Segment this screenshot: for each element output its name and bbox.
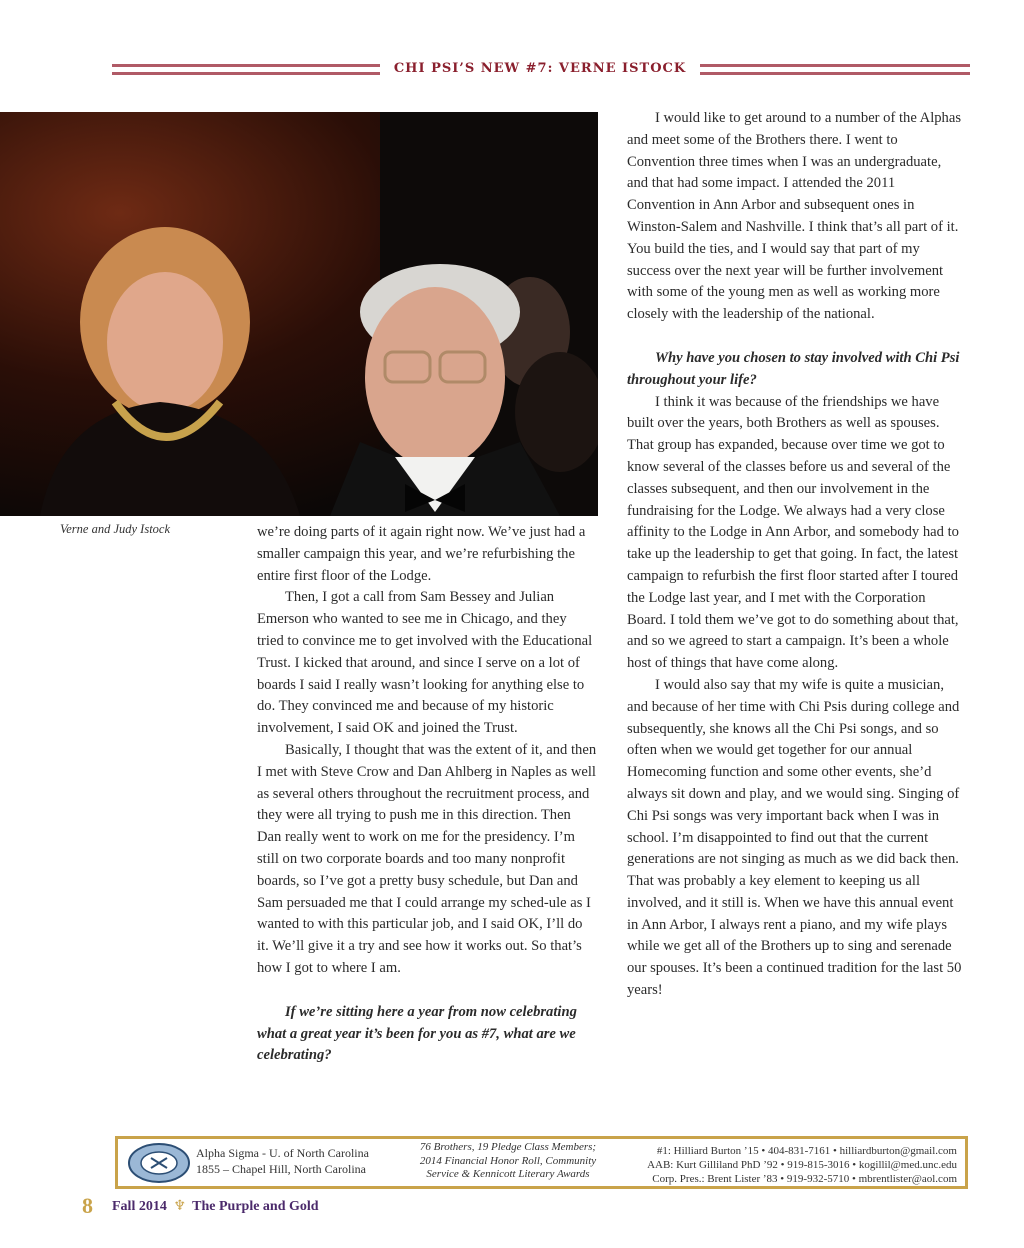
interview-question: Why have you chosen to stay involved with Chi Psi throughout your life? bbox=[627, 349, 960, 388]
paragraph: I think it was because of the friendships we have built over the years, both Brothers as well as spouses. That group has expanded, because over time we got to know several of the classes before us and several of the classes subsequent, and then our involvement in the fundraising for the Lodge. We always had a very close affinity to the Lodge in Ann Arbor, and somebody had to take up the leadership to get that going. In fact, the latest campaign to refurbish the first floor started after I toured the Lodge last year, and I met with the Corporation Board. I told them we’ve got to do something about that, and so we agreed to start a campaign. It’s been a whole host of things that have come along. bbox=[627, 393, 959, 672]
photo-caption: Verne and Judy Istock bbox=[60, 522, 171, 536]
issue-season: Fall 2014 bbox=[112, 1199, 167, 1214]
paragraph: we’re doing parts of it again right now. We’ve just had a smaller campaign this year, and we’re refurbishing the entire first floor of the Lodge. bbox=[257, 524, 586, 584]
chapter-name: Alpha Sigma - U. of North Carolina bbox=[196, 1146, 369, 1160]
page-number: 8 bbox=[82, 1193, 93, 1218]
chapter-founded: 1855 – Chapel Hill, North Carolina bbox=[196, 1162, 366, 1176]
chapter-contacts bbox=[647, 1144, 957, 1186]
stats-line: 76 Brothers, 19 Pledge Class Members; bbox=[419, 1141, 597, 1153]
contact-line: Corp. Pres.: Brent Lister ’83 • 919-932-5710 • mbrentlister@aol.com bbox=[652, 1173, 957, 1185]
paragraph: I would like to get around to a number of the Alphas and meet some of the Brothers there. I went to Convention three times when I was an undergraduate, and that had some impact. I attended the 2011 Convention in Ann Arbor and subsequent ones in Winston-Salem and Nashville. I think that’s all part of it. You build the ties, and I would say that part of my success over the next year will be further involvement with some of the young men as well as working more closely with the leadership of the national. bbox=[627, 110, 961, 323]
article-column-right bbox=[627, 108, 965, 1002]
contact-line: AAB: Kurt Gilliland PhD ’92 • 919-815-3016 • kogillil@med.unc.edu bbox=[647, 1159, 957, 1171]
couple-photo-illustration bbox=[0, 112, 598, 516]
stats-line: 2014 Financial Honor Roll, Community bbox=[419, 1154, 597, 1167]
chapter-stats bbox=[408, 1141, 608, 1182]
issue-title: The Purple and Gold bbox=[192, 1199, 319, 1214]
contact-line: #1: Hilliard Burton ’15 • 404-831-7161 • hilliardburton@gmail.com bbox=[656, 1145, 957, 1157]
chapter-info-box bbox=[115, 1136, 968, 1189]
paragraph: Then, I got a call from Sam Bessey and Julian Emerson who wanted to see me in Chicago, and they tried to convince me to get involved with the Educational Trust. I kicked that around, and since I serve on a lot of boards I said I really wasn’t looking for anything else to do. They convinced me and because of my historic involvement, I said OK and joined the Trust. bbox=[257, 589, 593, 737]
stats-line: Service & Kennicott Literary Awards bbox=[426, 1168, 590, 1180]
article-column-middle bbox=[257, 522, 597, 1067]
chapter-seal-icon bbox=[124, 1142, 194, 1184]
chapter-info bbox=[196, 1145, 369, 1177]
trident-icon: ♆ bbox=[173, 1199, 186, 1214]
interview-question: If we’re sitting here a year from now celebrating what a great year it’s been for you as #7, what are we celebrating? bbox=[257, 1003, 577, 1064]
issue-label bbox=[112, 1198, 319, 1215]
couple-photo bbox=[0, 112, 598, 516]
paragraph: I would also say that my wife is quite a musician, and because of her time with Chi Psis during college and subsequently, she knows all the Chi Psi songs, and so often when we would get together for our annual Homecoming function and some other events, she’d always sit down and play, and we would sing. Singing of Chi Psi songs was very important back when I was in school. I’m disappointed to find out that the current generations are not singing as much as we did back then. That was probably a key element to keeping us all involved, and it still is. When we have this annual event in Ann Arbor, I always rent a piano, and my wife plays while we get all of the Brothers up to sing and serenade our spouses. It’s been a continued tradition for the last 50 years! bbox=[627, 676, 962, 999]
paragraph: Basically, I thought that was the extent of it, and then I met with Steve Crow and Dan Ahlberg in Naples as well as several others throughout the recruitment process, and they were all trying to push me in this direction. Then Dan really went to work on me for the presidency. I’m still on two corporate boards and too many nonprofit boards, so I’ve got a pretty busy schedule, but Dan and Sam persuaded me that I could arrange my sched-ule as I wanted to with this particular job, and I said OK, I’ll do it. We’ll give it a try and see how it works out. So that’s how I got to where I am. bbox=[257, 741, 597, 976]
article-title: CHI PSI’S NEW #7: VERNE ISTOCK bbox=[380, 60, 700, 78]
